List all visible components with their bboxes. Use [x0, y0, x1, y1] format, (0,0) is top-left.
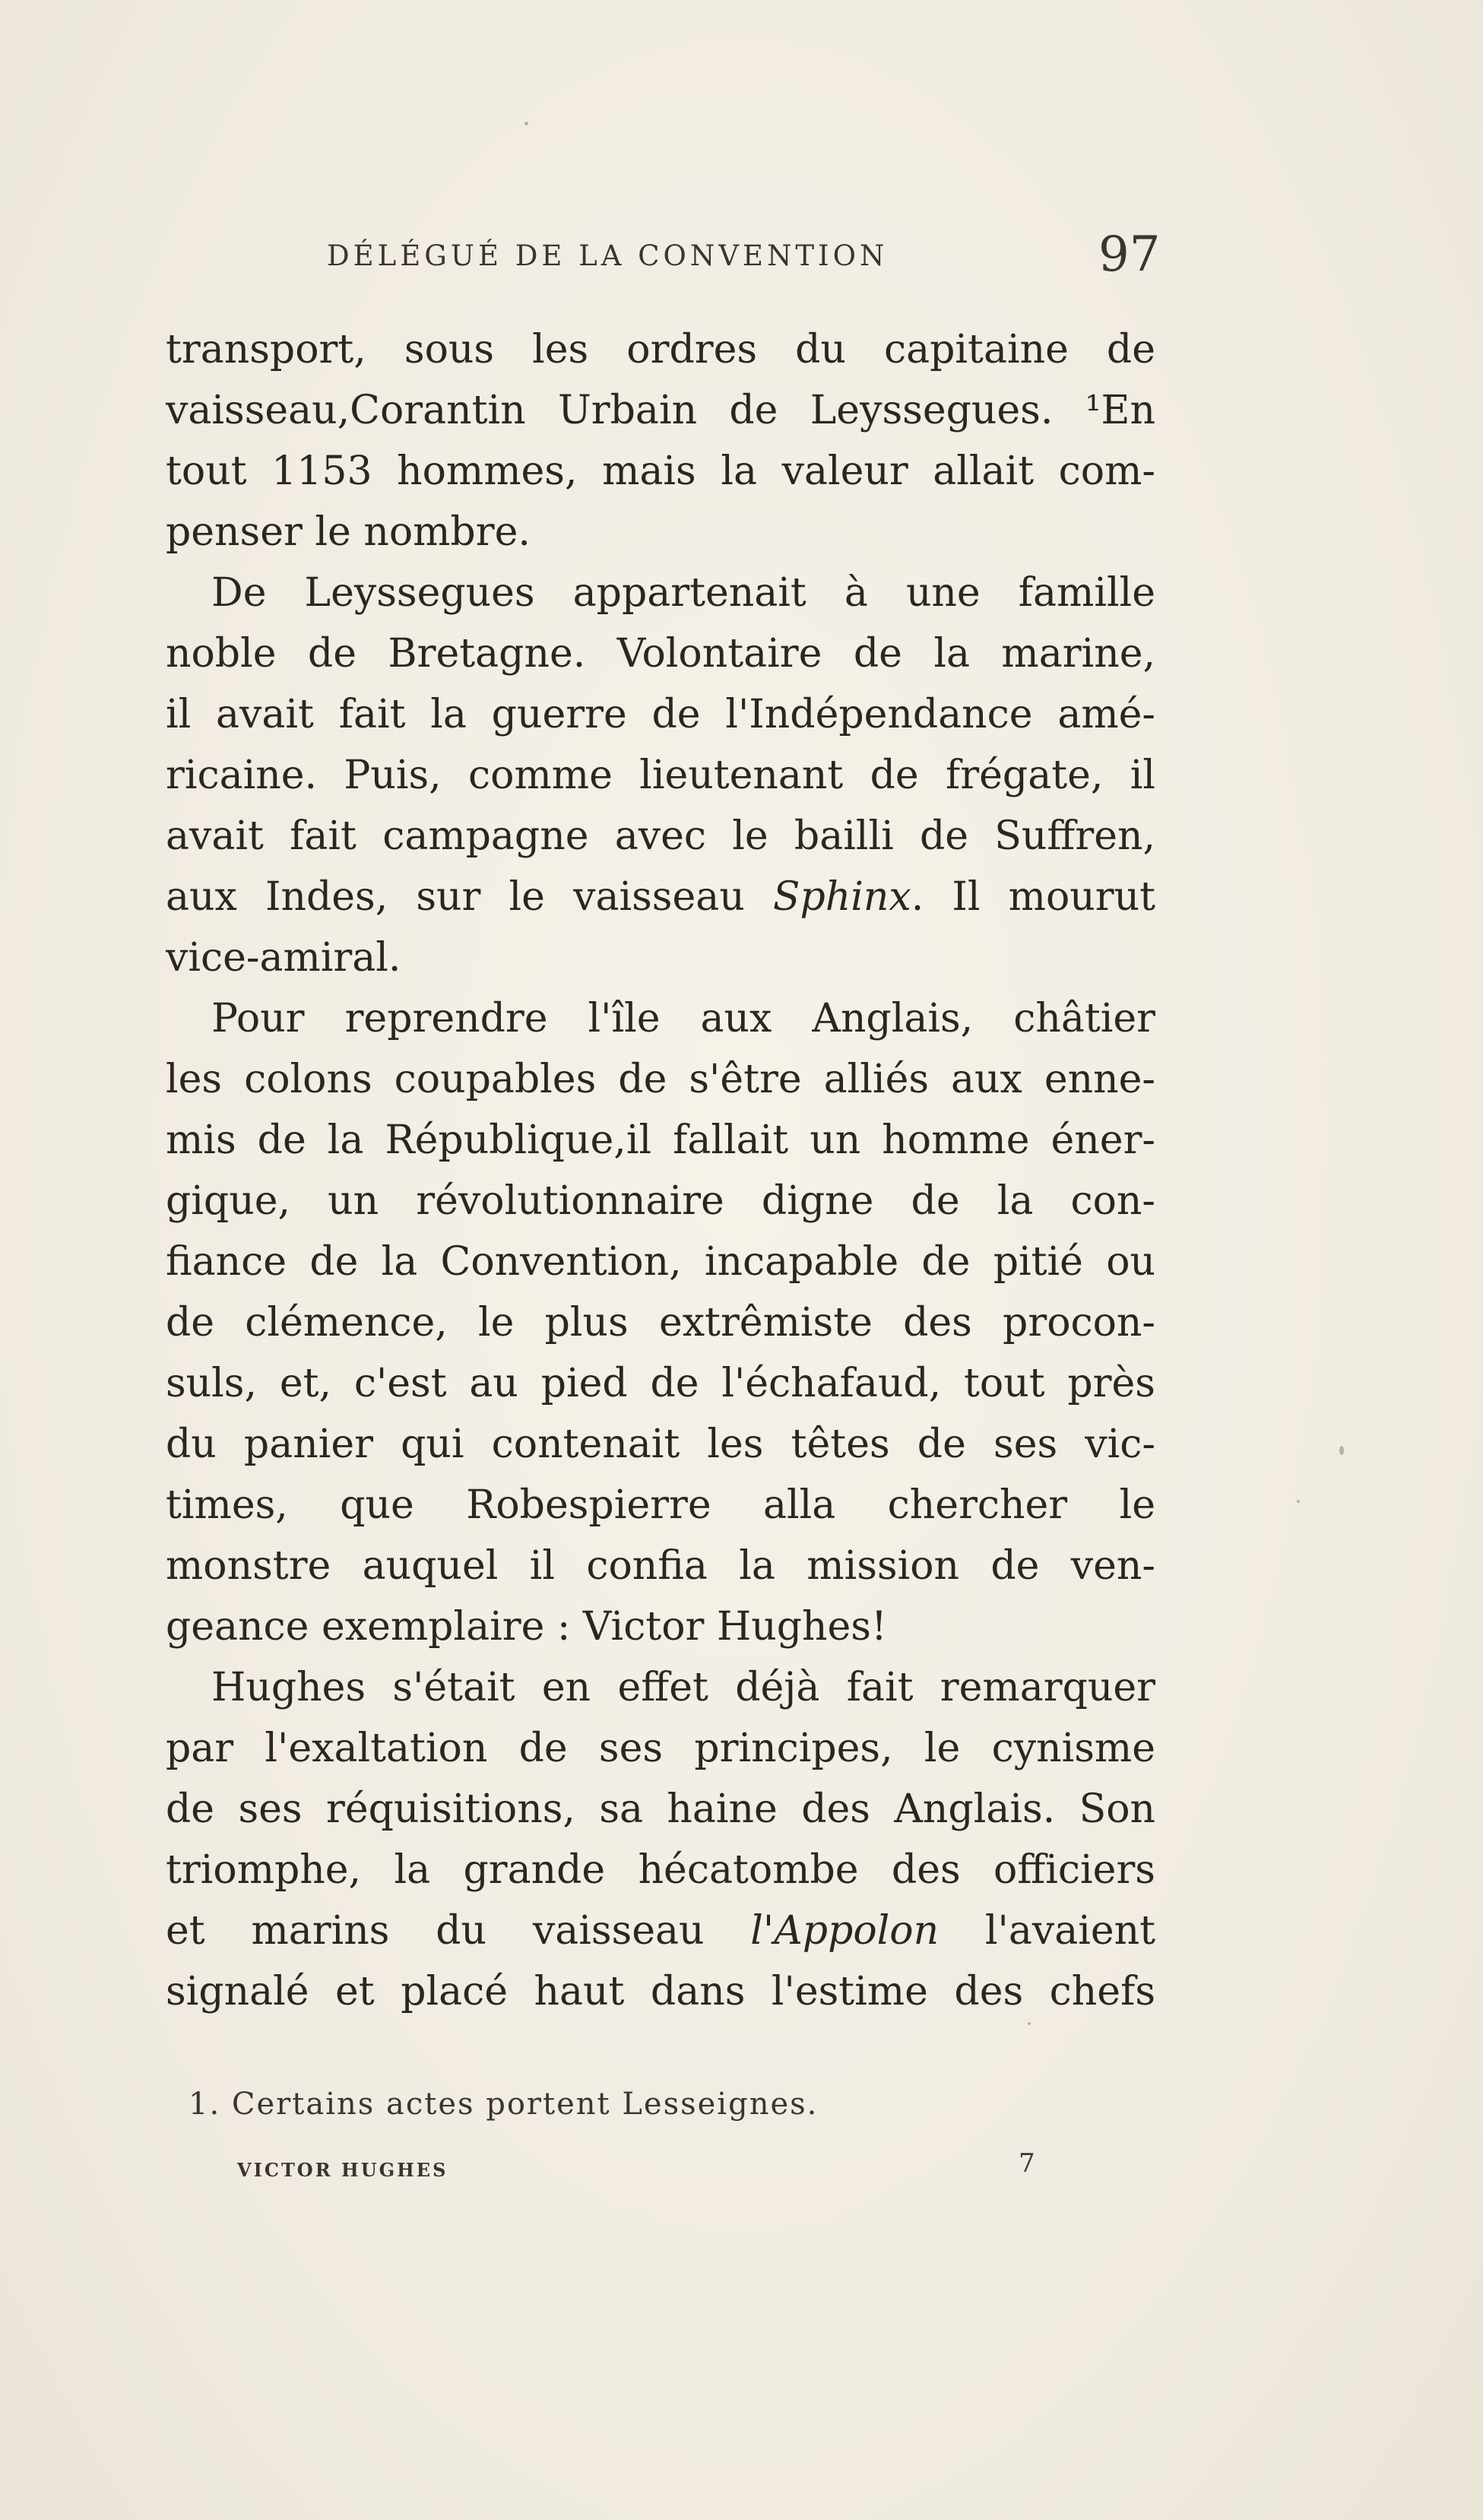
- text-line: mis de la République,il fallait un homme éner-: [166, 1117, 1155, 1163]
- text-line: times, que Robespierre alla chercher le: [166, 1482, 1155, 1528]
- text-line: il avait fait la guerre de l'Indépendance amé-: [166, 692, 1155, 737]
- text-line: les colons coupables de s'être alliés aux enne-: [166, 1057, 1155, 1102]
- text-line: fiance de la Convention, incapable de pitié ou: [166, 1239, 1155, 1285]
- text-line: vaisseau,Corantin Urbain de Leyssegues. ¹En: [166, 388, 1155, 433]
- signature-number: 7: [1019, 2148, 1035, 2179]
- text-line: de ses réquisitions, sa haine des Anglais. Son: [166, 1786, 1155, 1832]
- body-text: [166, 319, 1155, 2022]
- text-line: monstre auquel il confia la mission de ven-: [166, 1543, 1155, 1589]
- text-line: tout 1153 hommes, mais la valeur allait com-: [166, 449, 1155, 494]
- page-number: 97: [1098, 227, 1161, 283]
- text-line: de clémence, le plus extrêmiste des procon-: [166, 1300, 1155, 1346]
- italic-ship-name: l'Appolon: [750, 1908, 940, 1954]
- text-line: et marins du vaisseau l'Appolon l'avaient: [166, 1908, 1155, 1954]
- text-line: noble de Bretagne. Volontaire de la marine,: [166, 631, 1155, 677]
- paper-speck: [1297, 1500, 1300, 1503]
- text-line: gique, un révolutionnaire digne de la con-: [166, 1178, 1155, 1224]
- paper-speck: [1028, 2022, 1031, 2025]
- text-line: suls, et, c'est au pied de l'échafaud, tout près: [166, 1361, 1155, 1406]
- text-line: Hughes s'était en effet déjà fait remarquer: [211, 1665, 1155, 1710]
- text-line: Pour reprendre l'île aux Anglais, châtier: [211, 996, 1155, 1041]
- text-line: geance exemplaire : Victor Hughes!: [166, 1604, 887, 1650]
- text-line: par l'exaltation de ses principes, le cynisme: [166, 1726, 1155, 1771]
- italic-ship-name: Sphinx: [772, 874, 911, 920]
- text-line: De Leyssegues appartenait à une famille: [211, 570, 1155, 616]
- paper-speck: [524, 122, 528, 125]
- text-line: transport, sous les ordres du capitaine de: [166, 327, 1155, 372]
- text-line: vice-amiral.: [166, 935, 401, 981]
- text-line: ricaine. Puis, comme lieutenant de frégate, il: [166, 753, 1155, 798]
- running-title: DÉLÉGUÉ DE LA CONVENTION: [327, 239, 889, 272]
- text-line: avait fait campagne avec le bailli de Suffren,: [166, 813, 1155, 859]
- paper-speck: [1339, 1446, 1344, 1455]
- text-line: signalé et placé haut dans l'estime des chefs: [166, 1969, 1155, 2014]
- text-line: penser le nombre.: [166, 509, 531, 555]
- text-line: du panier qui contenait les têtes de ses vic-: [166, 1422, 1155, 1467]
- footnote: 1. Certains actes portent Lesseignes.: [189, 2087, 819, 2122]
- signature-mark: VICTOR HUGHES: [237, 2159, 448, 2181]
- text-line: triomphe, la grande hécatombe des officiers: [166, 1847, 1155, 1893]
- text-line: aux Indes, sur le vaisseau Sphinx. Il mourut: [166, 874, 1155, 920]
